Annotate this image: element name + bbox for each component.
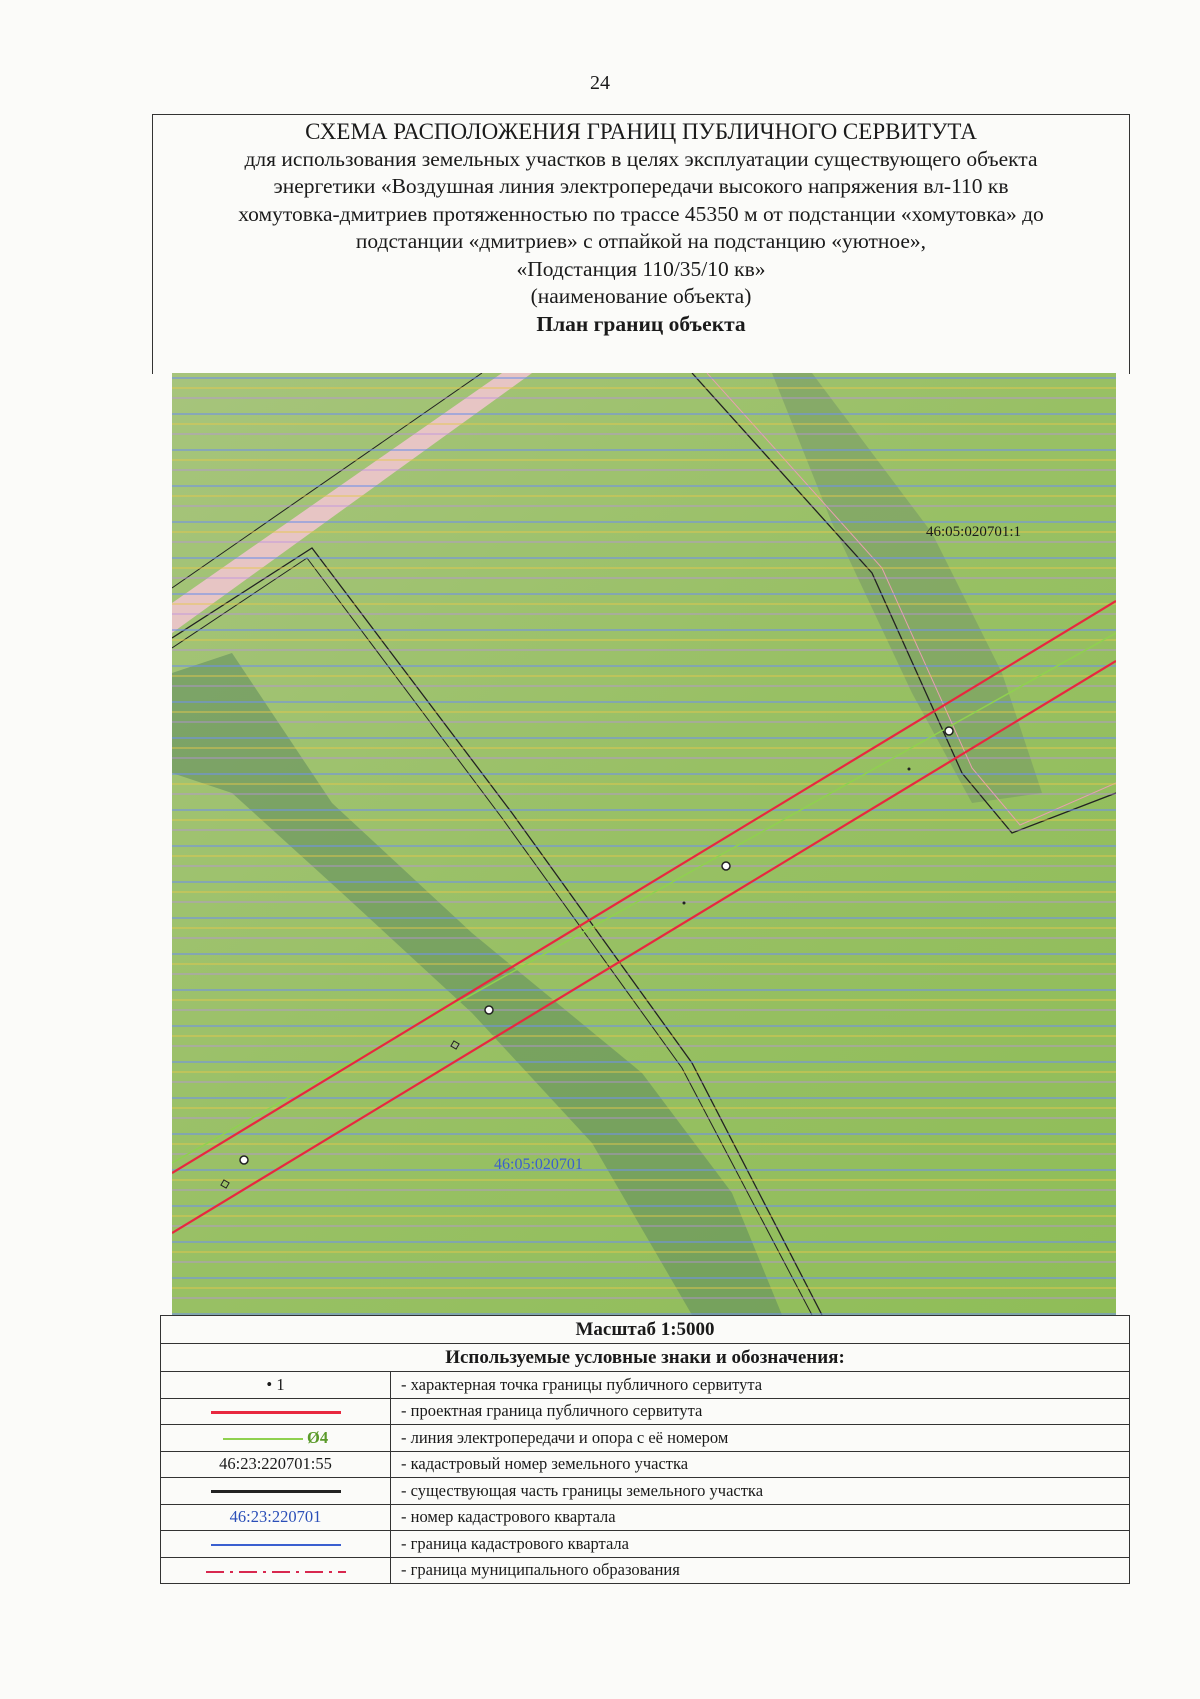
power-line-symbol xyxy=(161,1425,391,1452)
servitude-line-swatch xyxy=(211,1411,341,1414)
support-dot xyxy=(683,902,686,905)
support-dot xyxy=(908,768,911,771)
black-line-symbol xyxy=(161,1478,391,1505)
legend-row xyxy=(161,1451,1130,1478)
support-point[interactable] xyxy=(945,727,953,735)
point-symbol: • 1 xyxy=(161,1372,391,1399)
page-number: 24 xyxy=(590,72,610,94)
legend-row xyxy=(161,1504,1130,1531)
support-point[interactable] xyxy=(240,1156,248,1164)
title-line-5: подстанции «дмитриев» с отпайкой на подстанцию «уютное», xyxy=(355,229,927,253)
title-line-1: СХЕМА РАСПОЛОЖЕНИЯ ГРАНИЦ ПУБЛИЧНОГО СЕРВИТУТА xyxy=(305,119,977,144)
parcel-number-symbol: 46:23:220701:55 xyxy=(161,1451,391,1478)
legend-description: - кадастровый номер земельного участка xyxy=(391,1451,1130,1478)
title-line-6: «Подстанция 110/35/10 кв» xyxy=(516,256,766,281)
power-line-swatch xyxy=(223,1438,303,1440)
legend-row xyxy=(161,1478,1130,1505)
quarter-number-symbol: 46:23:220701 xyxy=(161,1504,391,1531)
title-line-4: хомутовка-дмитриев протяженностью по трассе 45350 м от подстанции «хомутовка» до xyxy=(238,201,1044,226)
scale-label: Масштаб 1:5000 xyxy=(161,1316,1130,1344)
red-line-symbol xyxy=(161,1398,391,1425)
legend-description: - линия электропередачи и опора с её номером xyxy=(391,1425,1130,1452)
map-canvas xyxy=(172,373,1116,1315)
object-name-caption: (наименование объекта) xyxy=(530,284,752,308)
legend-row xyxy=(161,1398,1130,1425)
legend-row xyxy=(161,1531,1130,1558)
legend-header: Используемые условные знаки и обозначения: xyxy=(161,1344,1130,1372)
legend-row xyxy=(161,1372,1130,1399)
plan-heading: План границ объекта xyxy=(536,311,746,336)
legend-description: - характерная точка границы публичного сервитута xyxy=(391,1372,1130,1399)
document-title xyxy=(152,118,1130,338)
municipal-line-swatch xyxy=(206,1569,346,1575)
parcel-line-swatch xyxy=(211,1490,341,1493)
legend-table xyxy=(160,1315,1130,1584)
support-point[interactable] xyxy=(485,1006,493,1014)
parcel-label: 46:05:020701:1 xyxy=(926,524,1022,540)
scan-stripes xyxy=(172,373,1116,1315)
legend-description: - граница кадастрового квартала xyxy=(391,1531,1130,1558)
title-line-2: для использования земельных участков в целях эксплуатации существующего объекта xyxy=(244,146,1038,171)
quarter-label: 46:05:020701 xyxy=(494,1156,583,1173)
legend-description: - граница муниципального образования xyxy=(391,1557,1130,1584)
legend-row xyxy=(161,1425,1130,1452)
legend-description: - существующая часть границы земельного участка xyxy=(391,1478,1130,1505)
support-number: Ø4 xyxy=(307,1427,329,1447)
quarter-line-swatch xyxy=(211,1544,341,1546)
legend-description: - номер кадастрового квартала xyxy=(391,1504,1130,1531)
title-line-3: энергетики «Воздушная линия электропередачи высокого напряжения вл-110 кв xyxy=(273,174,1009,198)
support-point[interactable] xyxy=(722,862,730,870)
blue-line-symbol xyxy=(161,1531,391,1558)
legend-row xyxy=(161,1557,1130,1584)
dash-dot-symbol xyxy=(161,1557,391,1584)
map-view[interactable] xyxy=(172,373,1116,1315)
legend-description: - проектная граница публичного сервитута xyxy=(391,1398,1130,1425)
